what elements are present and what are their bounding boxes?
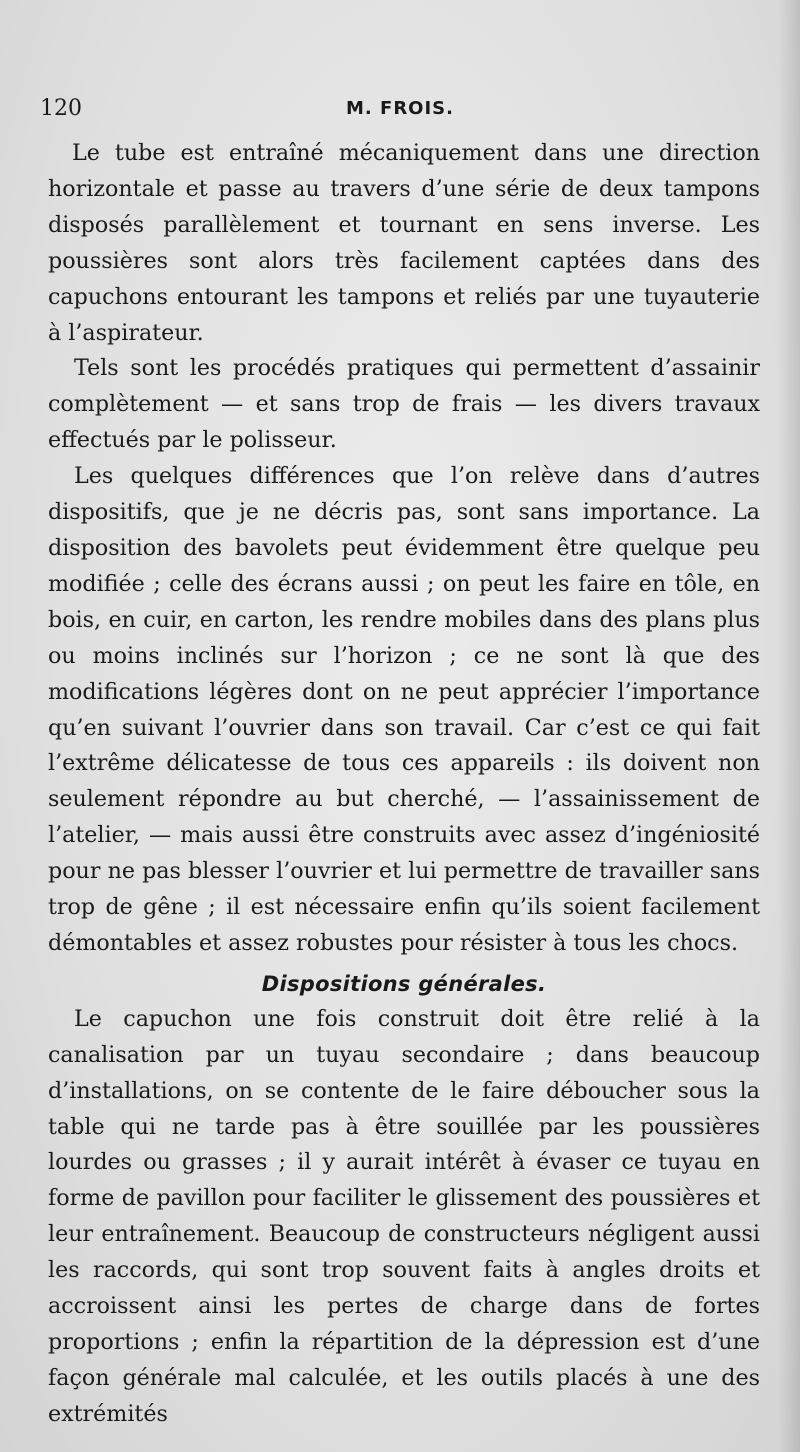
body-text bbox=[48, 136, 760, 1433]
page-number: 120 bbox=[40, 96, 82, 121]
paragraph-differences: Les quelques différences que l’on relève dans d’autres dispositifs, que je ne décris pas, sont sans importance. La disposition des bavolets peut évidemment être quelque peu modifiée ; celle des écrans aussi ; on peut les faire en tôle, en bois, en cuir, en carton, les rendre mobiles dans des plans plus ou moins inclinés sur l’horizon ; ce ne sont là que des modifications légères dont on ne peut apprécier l’importance qu’en suivant l’ouvrier dans son travail. Car c’est ce qui fait l’extrême délicatesse de tous ces appareils : ils doivent non seulement répondre au but cherché, — l’assainissement de l’atelier, — mais aussi être construits avec assez d’ingéniosité pour ne pas blesser l’ouvrier et lui permettre de travailler sans trop de gêne ; il est nécessaire enfin qu’ils soient facilement démontables et assez robustes pour résister à tous les chocs. bbox=[48, 463, 760, 956]
paragraph-tube: Le tube est entraîné mécaniquement dans une direction horizontale et passe au travers d’une série de deux tampons disposés parallèlement et tournant en sens inverse. Les poussières sont alors très facilement captées dans des capuchons entourant les tampons et reliés par une tuyauterie à l’aspirateur. bbox=[48, 140, 760, 346]
running-title: M. FROIS. bbox=[346, 98, 454, 119]
paragraph-procedes: Tels sont les procédés pratiques qui permettent d’assainir complètement — et sans trop de frais — les divers travaux effectués par le polisseur. bbox=[48, 355, 760, 454]
paragraph-capuchon: Le capuchon une fois construit doit être relié à la canalisation par un tuyau secondaire ; dans beaucoup d’installations, on se contente de le faire déboucher sous la table qui ne tarde pas à être souillée par les poussières lourdes ou grasses ; il y aurait intérêt à évaser ce tuyau en forme de pavillon pour faciliter le glissement des poussières et leur entraînement. Beaucoup de constructeurs négligent aussi les raccords, qui sont trop souvent faits à angles droits et accroissent ainsi les pertes de charge dans de fortes proportions ; enfin la répartition de la dépression est d’une façon générale mal calculée, et les outils placés à une des extrémités bbox=[48, 1005, 760, 1427]
running-head bbox=[40, 96, 760, 126]
section-heading: Dispositions générales. bbox=[261, 971, 547, 996]
